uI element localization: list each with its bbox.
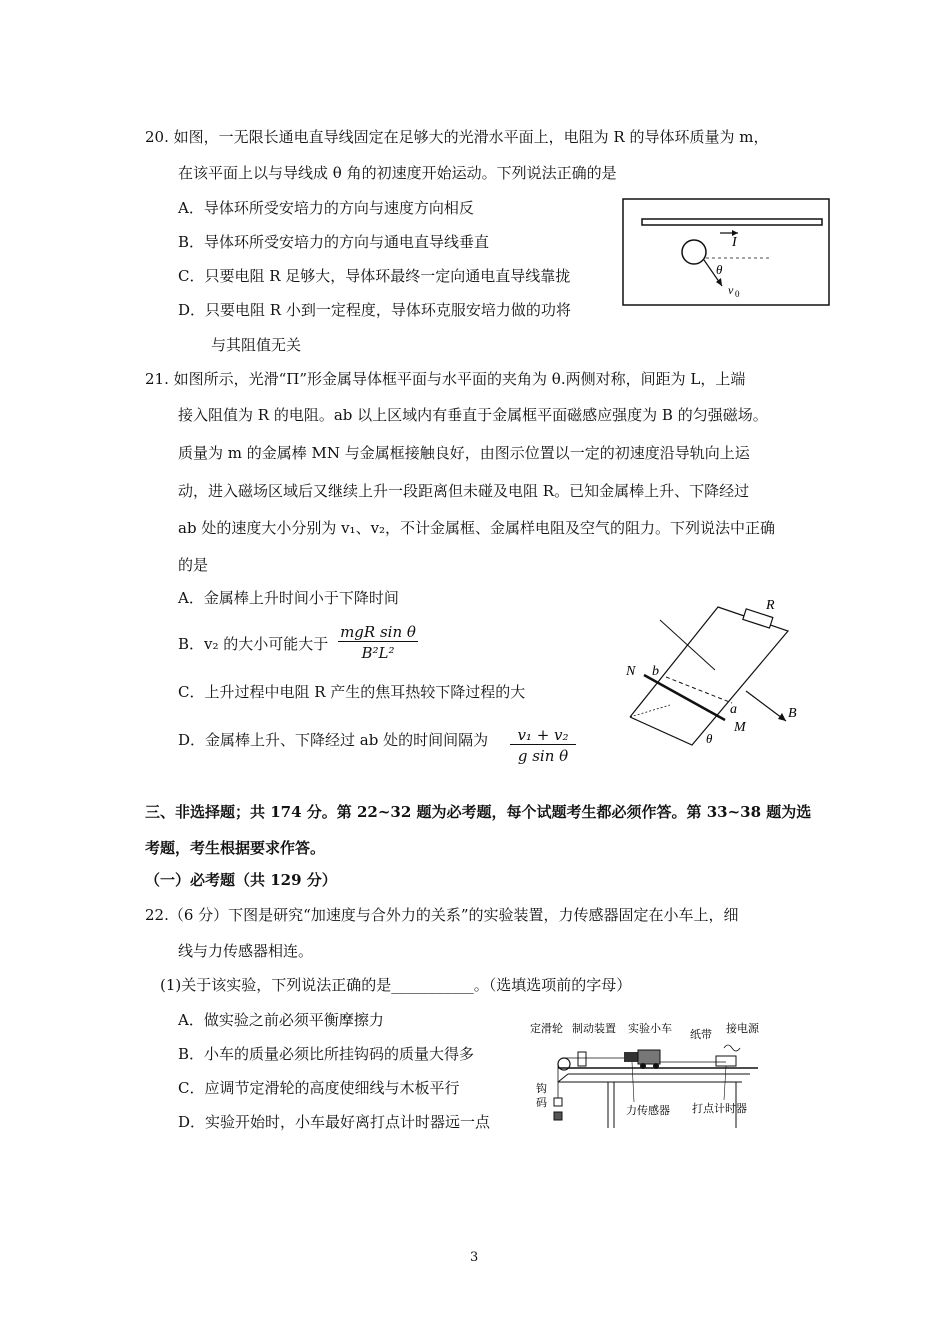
label-cart: 实验小车 bbox=[628, 1022, 672, 1035]
wire bbox=[642, 219, 822, 225]
ab-dashed-line bbox=[666, 677, 732, 703]
hook-weight-2 bbox=[554, 1112, 562, 1120]
q22-stem-line2: 线与力传感器相连。 bbox=[178, 942, 314, 960]
section-3-subtitle: （一）必考题（共 129 分） bbox=[145, 871, 337, 889]
q21-stem-line2: 接入阻值为 R 的电阻。ab 以上区域内有垂直于金属框平面磁感应强度为 B 的匀强磁场。 bbox=[178, 406, 768, 424]
q21-option-b: B．v₂ 的大小可能大于 bbox=[178, 635, 329, 653]
q22-part1: (1)关于该实验，下列说法正确的是___________。（选填选项前的字母） bbox=[160, 976, 632, 994]
fraction-numerator: mgR sin θ bbox=[338, 623, 418, 642]
label-timer: 打点计时器 bbox=[692, 1102, 747, 1115]
hook-weight-1 bbox=[554, 1098, 562, 1106]
field-line-top bbox=[660, 620, 715, 670]
q20-option-a: A．导体环所受安培力的方向与速度方向相反 bbox=[178, 199, 474, 217]
section-3-title-line1: 三、非选择题；共 174 分。第 22~32 题为必考题，每个试题考生都必须作答。第 33~38 题为选 bbox=[145, 803, 812, 821]
timer-pointer bbox=[724, 1066, 726, 1100]
cart bbox=[638, 1050, 660, 1064]
q21-stem-line3: 质量为 m 的金属棒 MN 与金属框接触良好，由图示位置以一定的初速度沿导轨向上运 bbox=[178, 444, 750, 462]
q20-option-c: C．只要电阻 R 足够大，导体环最终一定向通电直导线靠拢 bbox=[178, 267, 571, 285]
page-number: 3 bbox=[470, 1250, 479, 1265]
power-cable bbox=[724, 1045, 740, 1051]
q20-stem-line2: 在该平面上以与导线成 θ 角的初速度开始运动。下列说法正确的是 bbox=[178, 164, 617, 182]
angle-label: θ bbox=[716, 262, 723, 277]
q21-figure bbox=[620, 595, 810, 755]
label-field-b: B bbox=[788, 706, 797, 721]
timer-body bbox=[716, 1056, 736, 1066]
fraction-denominator: B²L² bbox=[361, 644, 395, 662]
velocity-sub: 0 bbox=[735, 289, 740, 299]
force-sensor bbox=[624, 1052, 638, 1062]
cart-wheel bbox=[653, 1063, 659, 1069]
q20-stem-line1: 20. 如图，一无限长通电直导线固定在足够大的光滑水平面上，电阻为 R 的导体环质量为 m， bbox=[145, 128, 769, 146]
label-brake: 制动装置 bbox=[572, 1022, 616, 1035]
section-3-title-line2: 考题，考生根据要求作答。 bbox=[145, 839, 326, 857]
resistor-label: R bbox=[766, 598, 775, 613]
label-power: 接电源 bbox=[726, 1022, 759, 1035]
label-tape: 纸带 bbox=[690, 1028, 712, 1041]
q21-stem-line6: 的是 bbox=[178, 556, 209, 574]
q20-option-b: B．导体环所受安培力的方向与通电直导线垂直 bbox=[178, 233, 490, 251]
label-m: M bbox=[734, 720, 746, 735]
label-theta: θ bbox=[706, 731, 713, 746]
q21-option-a: A．金属棒上升时间小于下降时间 bbox=[178, 589, 399, 607]
conductor-ring bbox=[682, 240, 706, 264]
q21-stem-line5: ab 处的速度大小分别为 v₁、v₂，不计金属框、金属样电阻及空气的阻力。下列说法中正确 bbox=[178, 519, 776, 537]
metal-rod bbox=[644, 675, 725, 720]
q20-option-d-line2: 与其阻值无关 bbox=[211, 336, 302, 354]
q20-figure bbox=[622, 198, 830, 306]
base-dotted-line bbox=[630, 705, 670, 717]
q22-option-d: D．实验开始时，小车最好离打点计时器远一点 bbox=[178, 1113, 491, 1131]
label-b: b bbox=[652, 664, 659, 679]
q20-option-d-line1: D．只要电阻 R 小到一定程度，导体环克服安培力做的功将 bbox=[178, 301, 571, 319]
label-sensor: 力传感器 bbox=[626, 1104, 670, 1117]
q21-option-d-fraction bbox=[510, 726, 576, 765]
q22-option-a: A．做实验之前必须平衡摩擦力 bbox=[178, 1011, 384, 1029]
label-weight-2: 码 bbox=[536, 1096, 547, 1109]
q22-option-c: C．应调节定滑轮的高度使细线与木板平行 bbox=[178, 1079, 460, 1097]
q21-stem-line4: 动，进入磁场区域后又继续上升一段距离但未碰及电阻 R。已知金属棒上升、下降经过 bbox=[178, 482, 750, 500]
table-edge bbox=[558, 1074, 568, 1082]
q22-figure bbox=[528, 1018, 768, 1138]
q21-option-d: D．金属棒上升、下降经过 ab 处的时间间隔为 bbox=[178, 731, 489, 749]
fraction-numerator: v₁ + v₂ bbox=[510, 726, 576, 745]
label-n: N bbox=[626, 664, 636, 679]
q20-figure-frame bbox=[623, 199, 829, 305]
q22-stem-line1: 22.（6 分）下图是研究“加速度与合外力的关系”的实验装置，力传感器固定在小车上，细 bbox=[145, 906, 739, 924]
q21-stem-line1: 21. 如图所示，光滑“Π”形金属导体框平面与水平面的夹角为 θ.两侧对称，间距为 L，上端 bbox=[145, 370, 746, 388]
label-weight-1: 钩 bbox=[536, 1082, 547, 1095]
label-pulley: 定滑轮 bbox=[530, 1022, 563, 1035]
current-label: I bbox=[732, 235, 737, 250]
cart-wheel bbox=[640, 1063, 646, 1069]
q21-option-c: C．上升过程中电阻 R 产生的焦耳热较下降过程的大 bbox=[178, 683, 526, 701]
fraction-denominator: g sin θ bbox=[517, 747, 569, 765]
brake-device bbox=[578, 1052, 586, 1066]
field-arrow-head bbox=[778, 713, 786, 721]
q21-option-b-fraction bbox=[338, 623, 418, 662]
label-a: a bbox=[730, 702, 737, 717]
velocity-label: v bbox=[728, 283, 734, 297]
q22-option-b: B．小车的质量必须比所挂钩码的质量大得多 bbox=[178, 1045, 475, 1063]
